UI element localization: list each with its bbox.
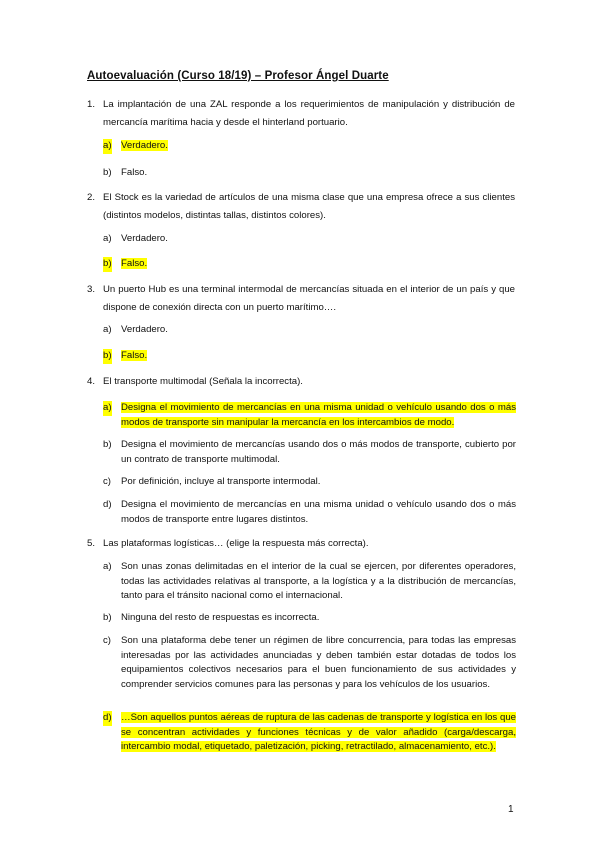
option-text: …Son aquellos puntos aéreas de ruptura de las cadenas de transporte y logística en los que se concentran actividades y funciones técnicas y de valor añadido (carga/descarga, intercambio modal, etiquetado, paletización, picking, retractilado, almacenamiento, etc.).	[121, 712, 516, 752]
option-text: Verdadero.	[121, 324, 168, 335]
q5-option-c	[103, 634, 516, 692]
q4-option-b	[103, 438, 516, 467]
option-text: Por definición, incluye al transporte intermodal.	[121, 476, 321, 487]
question-text: Un puerto Hub es una terminal intermodal de mercancías situada en el interior de un país y que dispone de conexión directa con un puerto marítimo….	[103, 284, 515, 313]
question-5	[87, 535, 515, 553]
option-text: Falso.	[121, 167, 148, 178]
question-number: 2.	[87, 192, 96, 203]
q4-option-a	[103, 401, 516, 430]
q5-option-b	[103, 611, 516, 626]
question-4	[87, 373, 515, 391]
option-text: Designa el movimiento de mercancías en una misma unidad o vehículo usando dos o más modos de transporte entre lugares distintos.	[121, 499, 516, 525]
question-number: 5.	[87, 538, 96, 549]
option-label: a)	[103, 324, 112, 335]
question-number: 1.	[87, 99, 96, 110]
option-text: Falso.	[121, 350, 148, 361]
q3-option-a	[103, 323, 516, 338]
option-label: b)	[103, 349, 112, 364]
option-label: d)	[103, 499, 112, 510]
option-label: b)	[103, 439, 112, 450]
option-text: Son unas zonas delimitadas en el interior de la cual se ejercen, por diferentes operadores, todas las actividades relativas al transporte, a la logística y a la distribución de mercancías, tanto para el tránsito nacional como el internacional.	[121, 561, 516, 601]
option-label: d)	[103, 711, 112, 726]
question-1	[87, 96, 515, 132]
option-label: a)	[103, 139, 112, 154]
q4-option-d	[103, 498, 516, 527]
q5-option-a	[103, 560, 516, 604]
question-text: El Stock es la variedad de artículos de una misma clase que una empresa ofrece a sus clientes (distintos modelos, distintas tallas, distintos colores).	[103, 192, 515, 221]
q1-option-a	[103, 139, 516, 154]
option-text: Son una plataforma debe tener un régimen de libre concurrencia, para todas las empresas interesadas por las actividades anunciadas y deben también estar dotadas de todos los equipamientos colectivos necesarios para el buen funcionamiento de sus actividades y comprender servicios comunes para las personas y para los vehículos de los usuarios.	[121, 635, 516, 690]
option-label: b)	[103, 257, 112, 272]
option-text: Verdadero.	[121, 140, 168, 151]
q3-option-b	[103, 349, 516, 364]
question-text: La implantación de una ZAL responde a los requerimientos de manipulación y distribución de mercancía marítima hacia y desde el hinterland portuario.	[103, 99, 515, 128]
question-number: 4.	[87, 376, 96, 387]
option-label: c)	[103, 635, 111, 646]
question-text: El transporte multimodal (Señala la incorrecta).	[103, 376, 303, 387]
option-text: Verdadero.	[121, 233, 168, 244]
option-label: a)	[103, 233, 112, 244]
q2-option-b	[103, 257, 516, 272]
document-title: Autoevaluación (Curso 18/19) – Profesor Ángel Duarte	[87, 70, 389, 82]
q5-option-d	[103, 711, 516, 755]
q1-option-b	[103, 166, 516, 181]
question-text: Las plataformas logísticas… (elige la respuesta más correcta).	[103, 538, 369, 549]
option-text: Designa el movimiento de mercancías en una misma unidad o vehículo usando dos o más modos de transporte sin manipular la mercancía en los intercambios de modo.	[121, 402, 516, 428]
option-text: Falso.	[121, 258, 148, 269]
option-label: c)	[103, 476, 111, 487]
question-2	[87, 189, 515, 225]
question-number: 3.	[87, 284, 96, 295]
option-label: b)	[103, 167, 112, 178]
question-3	[87, 281, 515, 317]
option-text: Ninguna del resto de respuestas es incorrecta.	[121, 612, 320, 623]
option-label: a)	[103, 561, 112, 572]
q2-option-a	[103, 232, 516, 247]
q4-option-c	[103, 475, 516, 490]
option-label: b)	[103, 612, 112, 623]
option-label: a)	[103, 401, 112, 416]
option-text: Designa el movimiento de mercancías usando dos o más modos de transporte, cubierto por un contrato de transporte multimodal.	[121, 439, 516, 465]
page-number: 1	[508, 804, 514, 815]
